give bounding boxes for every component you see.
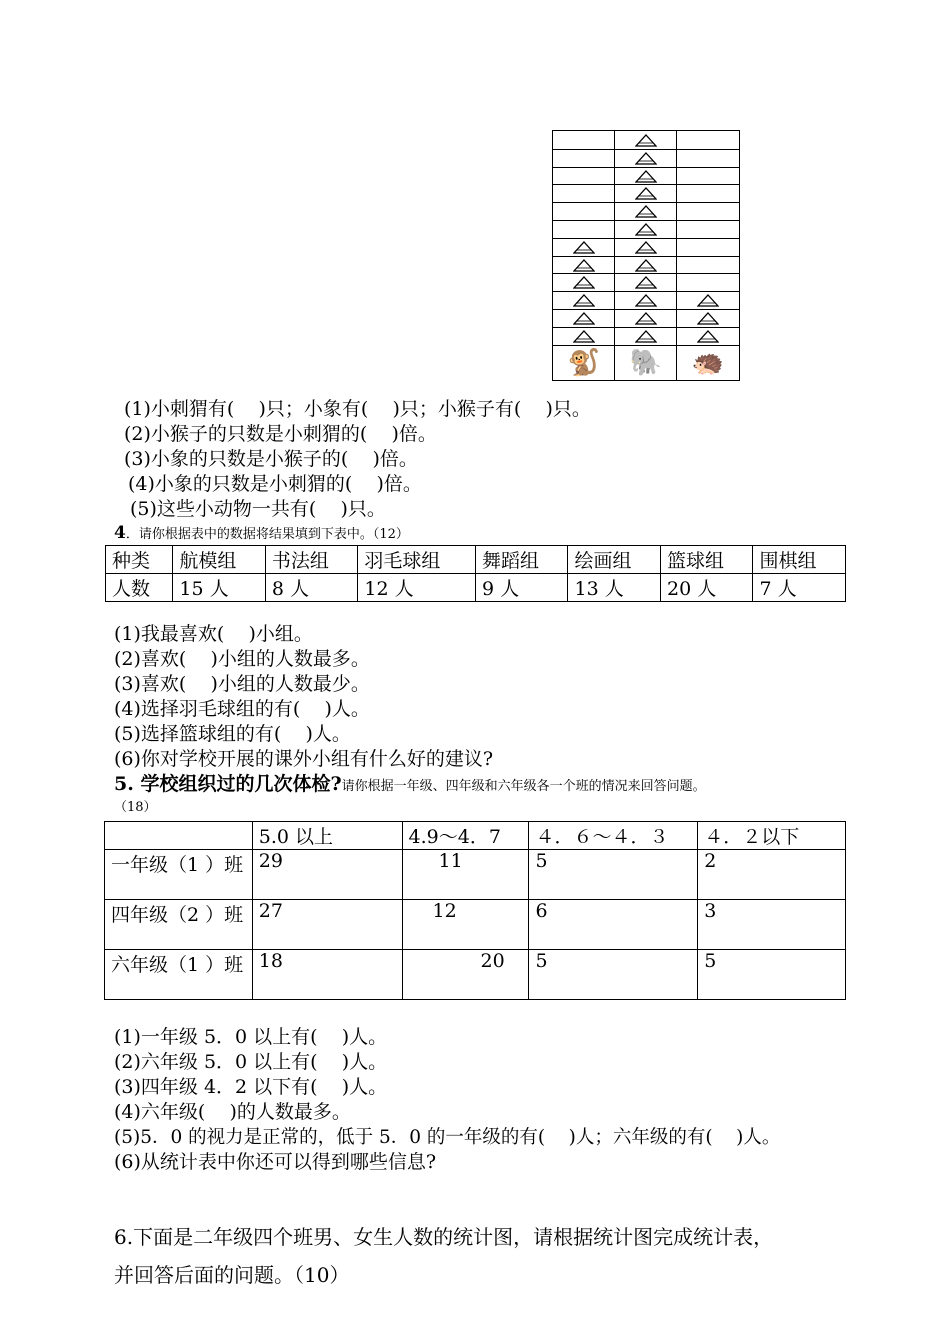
table-row: [105, 950, 846, 1000]
table-cell: 5: [698, 950, 846, 1000]
table-cell: 12: [402, 900, 529, 950]
q5-question-4: (4)六年级( )的人数最多。: [114, 1101, 351, 1123]
table-cell: 20 人: [660, 574, 753, 602]
q6-line-1: 6.下面是二年级四个班男、女生人数的统计图，请根据统计图完成统计表，: [114, 1225, 774, 1249]
table-cell: 8 人: [265, 574, 358, 602]
table-row: [106, 546, 846, 574]
q4-title-text: ．请你根据表中的数据将结果填到下表中。（12）: [125, 527, 409, 542]
q5-points: （18）: [114, 800, 157, 815]
table-cell: 18: [252, 950, 402, 1000]
table-cell: 27: [252, 900, 402, 950]
table-cell: 3: [698, 900, 846, 950]
q5-question-6: (6)从统计表中你还可以得到哪些信息?: [114, 1151, 437, 1173]
q4-question-1: (1)我最喜欢( )小组。: [114, 623, 313, 645]
q4-number: 4: [114, 523, 126, 543]
grid-row-divider: [553, 291, 739, 292]
q3-line-5: (5)这些小动物一共有( )只。: [130, 498, 386, 520]
table-row: [105, 822, 846, 850]
table-cell: 书法组: [265, 546, 358, 574]
grid-row-divider: [553, 149, 739, 150]
q5-table: [104, 821, 846, 1000]
grid-row-divider: [553, 202, 739, 203]
table-cell: 20: [402, 950, 529, 1000]
q5-question-3: (3)四年级 4．2 以下有( )人。: [114, 1076, 388, 1098]
table-cell: 六年级（1 ）班: [105, 950, 253, 1000]
q5-title-rest: 请你根据一年级、四年级和六年级各一个班的情况来回答问题。: [341, 779, 706, 794]
hedgehog-icon: 🦔: [691, 347, 725, 378]
table-cell: 人数: [106, 574, 173, 602]
table-cell: 舞蹈组: [475, 546, 568, 574]
q3-line-2: (2)小猴子的只数是小刺猬的( )倍。: [124, 423, 437, 445]
table-cell: 7 人: [753, 574, 846, 602]
q5-title-bold: 5. 学校组织过的几次体检?: [114, 773, 342, 795]
q4-question-4: (4)选择羽毛球组的有( )人。: [114, 698, 370, 720]
monkey-icon: 🐒: [567, 347, 601, 378]
q3-line-1: (1)小刺猬有( )只；小象有( )只；小猴子有( )只。: [124, 398, 591, 420]
q4-question-2: (2)喜欢( )小组的人数最多。: [114, 648, 370, 670]
q4-title: [114, 523, 409, 545]
table-cell: 航模组: [173, 546, 266, 574]
grid-row-divider: [553, 167, 739, 168]
table-cell: 6: [529, 900, 698, 950]
q5-question-1: (1)一年级 5．0 以上有( )人。: [114, 1026, 388, 1048]
table-cell: [105, 822, 253, 850]
table-cell: 5: [529, 950, 698, 1000]
table-cell: 四年级（2 ）班: [105, 900, 253, 950]
grid-row-divider: [553, 273, 739, 274]
table-row: [106, 574, 846, 602]
table-cell: 9 人: [475, 574, 568, 602]
table-cell: 11: [402, 850, 529, 900]
table-cell: 羽毛球组: [358, 546, 476, 574]
q3-line-4: (4)小象的只数是小刺猬的( )倍。: [128, 473, 422, 495]
table-cell: 15 人: [173, 574, 266, 602]
q6-line-2: 并回答后面的问题。（10）: [114, 1263, 350, 1287]
q5-title: [114, 772, 706, 799]
elephant-icon: 🐘: [629, 347, 663, 378]
q4-question-6: (6)你对学校开展的课外小组有什么好的建议?: [114, 748, 494, 770]
grid-row-divider: [553, 256, 739, 257]
q4-question-5: (5)选择篮球组的有( )人。: [114, 723, 351, 745]
q4-question-3: (3)喜欢( )小组的人数最少。: [114, 673, 370, 695]
table-cell: 种类: [106, 546, 173, 574]
table-cell: 5: [529, 850, 698, 900]
table-cell: 13 人: [568, 574, 661, 602]
grid-row-divider: [553, 220, 739, 221]
grid-row-divider: [553, 238, 739, 239]
table-row: [105, 850, 846, 900]
table-cell: 5.0 以上: [252, 822, 402, 850]
grid-row-divider: [553, 184, 739, 185]
q4-table: [105, 545, 846, 602]
q5-question-2: (2)六年级 5．0 以上有( )人。: [114, 1051, 388, 1073]
grid-row-divider: [553, 345, 739, 346]
table-cell: 围棋组: [753, 546, 846, 574]
table-cell: 4.9～4．7: [402, 822, 529, 850]
table-cell: 绘画组: [568, 546, 661, 574]
table-cell: 29: [252, 850, 402, 900]
table-cell: 12 人: [358, 574, 476, 602]
table-row: [105, 900, 846, 950]
table-cell: 一年级（1 ）班: [105, 850, 253, 900]
table-cell: 篮球组: [660, 546, 753, 574]
q5-question-5: (5)5．0 的视力是正常的，低于 5．0 的一年级的有( )人；六年级的有( )人。: [114, 1127, 781, 1148]
table-cell: 2: [698, 850, 846, 900]
grid-row-divider: [553, 327, 739, 328]
table-cell: ４．６～４．３: [529, 822, 698, 850]
pictograph-chart: [552, 130, 740, 381]
table-cell: ４．２以下: [698, 822, 846, 850]
grid-row-divider: [553, 309, 739, 310]
q3-line-3: (3)小象的只数是小猴子的( )倍。: [124, 448, 418, 470]
